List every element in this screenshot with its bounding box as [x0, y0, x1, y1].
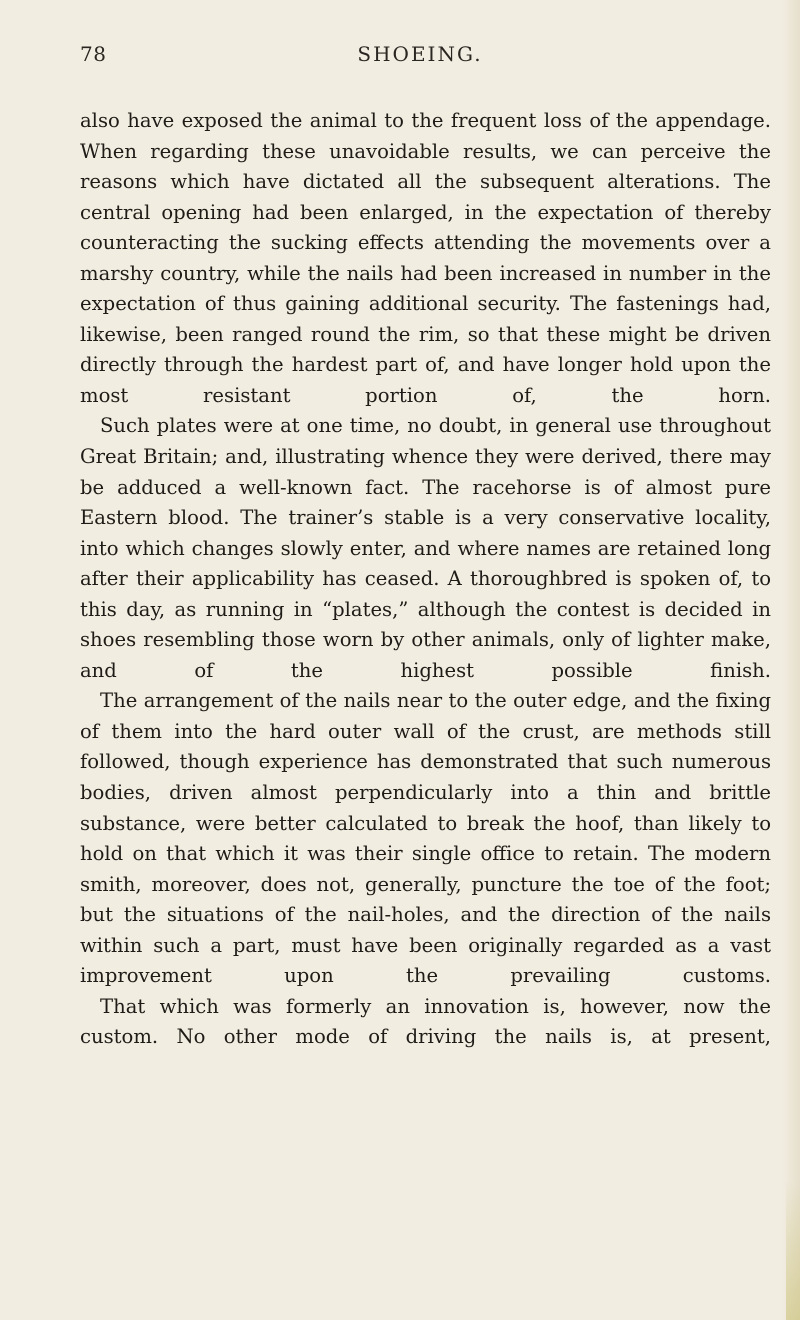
- paragraph: The arrangement of the nails near to the outer edge, and the fixing of them into the hard outer wall of the crust, are methods still followed, though experience has demonstrated that such numerous bodies, driven almost perpendicularly into a thin and brittle substance, were better calculated to break the hoof, than likely to hold on that which it was their single office to retain. The modern smith, moreover, does not, generally, puncture the toe of the foot; but the situations of the nail-holes, and the direction of the nails within such a part, must have been originally regarded as a vast improvement upon the prevailing customs.: [80, 689, 771, 988]
- body-text: [80, 106, 771, 1053]
- paragraph: Such plates were at one time, no doubt, in general use throughout Great Britain; and, illustrating whence they were derived, there may be adduced a well-known fact. The racehorse is of almost pure Eastern blood. The trainer’s stable is a very conservative locality, into which changes slowly enter, and where names are retained long after their applicability has ceased. A thoroughbred is spoken of, to this day, as running in “plates,” although the contest is decided in shoes resembling those worn by other animals, only of lighter make, and of the highest possible finish.: [80, 414, 771, 682]
- paragraph: also have exposed the animal to the frequent loss of the appendage. When regarding these unavoidable results, we can perceive the reasons which have dictated all the subsequent alterations. The central opening had been enlarged, in the expectation of thereby counteracting the sucking effects attending the movements over a marshy country, while the nails had been increased in number in the expectation of thus gaining additional security. The fastenings had, likewise, been ranged round the rim, so that these might be driven directly through the hardest part of, and have longer hold upon the most resistant portion of, the horn.: [80, 109, 771, 407]
- paragraph: That which was formerly an innovation is, however, now the custom. No other mode of driving the nails is, at present,: [80, 994, 771, 1049]
- page-edge-shading: [782, 0, 800, 1320]
- running-head: SHOEING.: [357, 42, 483, 66]
- page-corner-stain: [786, 1180, 800, 1320]
- page-header: [80, 42, 760, 82]
- page-number: 78: [80, 42, 107, 66]
